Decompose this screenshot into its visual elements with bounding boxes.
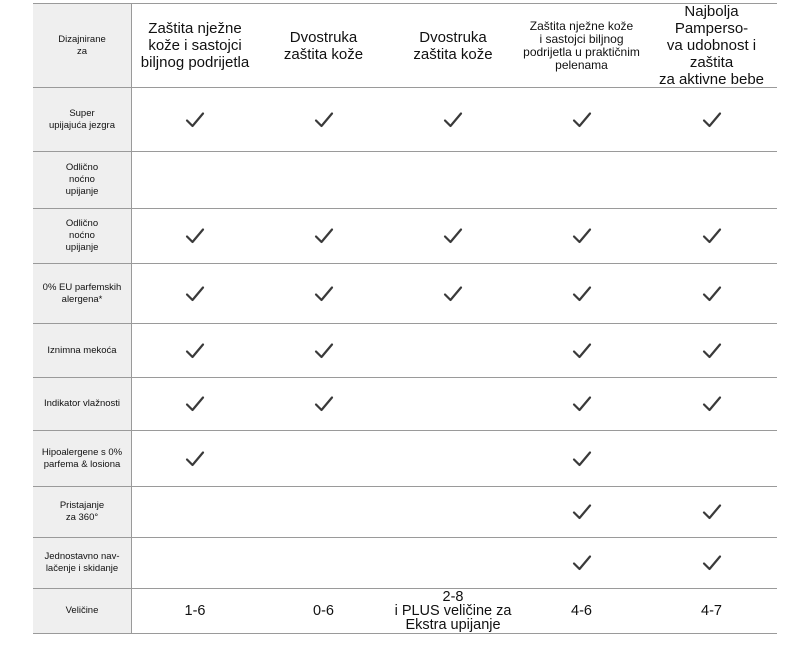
feature-cell — [646, 378, 777, 430]
feature-row — [33, 487, 777, 538]
check-icon — [185, 227, 205, 245]
feature-cell — [132, 487, 258, 537]
feature-row — [33, 431, 777, 487]
feature-cell — [517, 538, 646, 588]
feature-label: Pristajanje za 360° — [33, 487, 132, 537]
check-icon — [443, 227, 463, 245]
header-row — [33, 3, 777, 88]
check-icon — [702, 503, 722, 521]
feature-cell — [517, 152, 646, 208]
size-value-2: 0-6 — [313, 603, 334, 619]
check-icon — [572, 503, 592, 521]
feature-cell — [132, 209, 258, 263]
feature-label: Jednostavno nav- lačenje i skidanje — [33, 538, 132, 588]
check-icon — [314, 111, 334, 129]
feature-cell — [389, 209, 517, 263]
size-value-1: 1-6 — [184, 603, 206, 619]
check-icon — [185, 285, 205, 303]
sizes-label: Veličine — [33, 589, 132, 633]
feature-cell — [646, 264, 777, 323]
feature-cell — [258, 487, 389, 537]
product-header-3: Dvostruka zaštita kože — [413, 28, 493, 63]
check-icon — [443, 111, 463, 129]
check-icon — [185, 395, 205, 413]
feature-cell — [258, 88, 389, 151]
feature-row — [33, 88, 777, 152]
designed-for-label: Dizajnirane za — [33, 4, 132, 87]
feature-cell — [132, 431, 258, 486]
check-icon — [314, 227, 334, 245]
feature-cell — [389, 487, 517, 537]
feature-label: Hipoalergene s 0% parfema & losiona — [33, 431, 132, 486]
feature-cell — [517, 324, 646, 377]
comparison-table — [33, 3, 777, 634]
feature-cell — [389, 431, 517, 486]
check-icon — [314, 395, 334, 413]
check-icon — [185, 111, 205, 129]
check-icon — [702, 227, 722, 245]
check-icon — [572, 554, 592, 572]
check-icon — [572, 395, 592, 413]
product-header-1: Zaštita nježne kože i sastojci biljnog podrijetla — [140, 20, 250, 71]
feature-row — [33, 264, 777, 324]
feature-cell — [132, 88, 258, 151]
feature-cell — [646, 431, 777, 486]
check-icon — [702, 395, 722, 413]
feature-cell — [132, 152, 258, 208]
feature-cell — [389, 538, 517, 588]
feature-cell — [517, 431, 646, 486]
feature-cell — [517, 378, 646, 430]
feature-cell — [646, 538, 777, 588]
size-value-3: 2-8 i PLUS veličine za Ekstra upijanje — [394, 589, 512, 633]
feature-cell — [258, 431, 389, 486]
feature-cell — [389, 152, 517, 208]
feature-cell — [132, 538, 258, 588]
feature-label: Super upijajuća jezgra — [33, 88, 132, 151]
product-header-5: Najbolja Pamperso- va udobnost i zaštita za aktivne bebe — [658, 3, 765, 88]
feature-cell — [258, 324, 389, 377]
feature-cell — [132, 264, 258, 323]
feature-row — [33, 538, 777, 589]
feature-label: Odlično noćno upijanje — [33, 152, 132, 208]
feature-cell — [389, 378, 517, 430]
product-header-2: Dvostruka zaštita kože — [283, 28, 364, 63]
feature-cell — [258, 264, 389, 323]
feature-row — [33, 324, 777, 378]
check-icon — [572, 342, 592, 360]
feature-cell — [132, 378, 258, 430]
check-icon — [572, 285, 592, 303]
check-icon — [314, 285, 334, 303]
check-icon — [185, 342, 205, 360]
sizes-row — [33, 589, 777, 634]
check-icon — [443, 285, 463, 303]
check-icon — [702, 111, 722, 129]
feature-cell — [517, 88, 646, 151]
feature-cell — [646, 88, 777, 151]
check-icon — [702, 285, 722, 303]
feature-cell — [389, 324, 517, 377]
feature-cell — [646, 152, 777, 208]
feature-cell — [389, 88, 517, 151]
feature-cell — [258, 152, 389, 208]
check-icon — [572, 450, 592, 468]
feature-row — [33, 378, 777, 431]
feature-cell — [646, 209, 777, 263]
check-icon — [572, 227, 592, 245]
size-value-4: 4-6 — [571, 603, 592, 619]
feature-cell — [646, 324, 777, 377]
feature-cell — [517, 487, 646, 537]
feature-row — [33, 152, 777, 209]
feature-cell — [389, 264, 517, 323]
feature-label: Iznimna mekoća — [33, 324, 132, 377]
feature-cell — [258, 538, 389, 588]
check-icon — [702, 554, 722, 572]
check-icon — [702, 342, 722, 360]
check-icon — [314, 342, 334, 360]
feature-label: Indikator vlažnosti — [33, 378, 132, 430]
feature-label: 0% EU parfemskih alergena* — [33, 264, 132, 323]
check-icon — [185, 450, 205, 468]
feature-cell — [517, 209, 646, 263]
feature-cell — [646, 487, 777, 537]
size-value-5: 4-7 — [701, 603, 722, 619]
feature-cell — [517, 264, 646, 323]
check-icon — [572, 111, 592, 129]
feature-cell — [258, 378, 389, 430]
product-header-4: Zaštita nježne kože i sastojci biljnog podrijetla u praktičnim pelenama — [523, 18, 640, 72]
feature-cell — [258, 209, 389, 263]
feature-label: Odlično noćno upijanje — [33, 209, 132, 263]
feature-row — [33, 209, 777, 264]
feature-cell — [132, 324, 258, 377]
